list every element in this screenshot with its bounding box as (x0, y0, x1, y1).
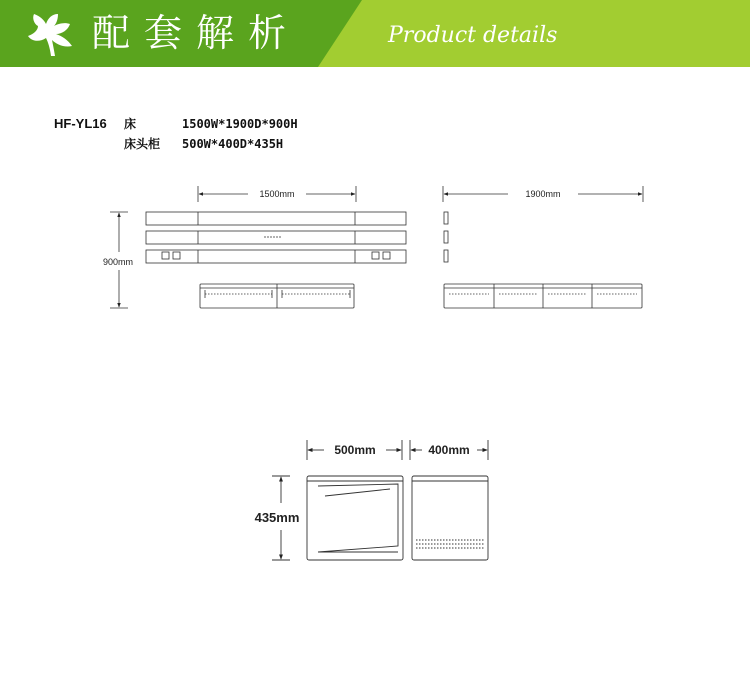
spec-size-bed: 1500W*1900D*900H (182, 117, 298, 131)
bed-width-label: 1500mm (259, 189, 295, 199)
section-title-en: Product details (388, 23, 558, 48)
header-banner (0, 0, 750, 67)
leaf-icon (26, 12, 76, 58)
spec-item-nightstand: 床头柜 (124, 137, 161, 151)
nightstand-side-view (410, 440, 488, 560)
bed-front-view (110, 186, 406, 308)
spec-item-bed: 床 (124, 117, 137, 131)
section-title-cn: 配套解析 (92, 11, 301, 55)
nightstand-depth-label: 400mm (428, 443, 470, 457)
bed-depth-label: 1900mm (525, 189, 561, 199)
nightstand-front-view (272, 440, 403, 560)
nightstand-height-label: 435mm (254, 510, 300, 525)
technical-drawing (0, 67, 750, 689)
model-number: HF-YL16 (54, 116, 107, 131)
bed-side-view (443, 186, 643, 308)
spec-size-nightstand: 500W*400D*435H (182, 137, 284, 151)
nightstand-width-label: 500mm (334, 443, 376, 457)
bed-height-label: 900mm (102, 257, 134, 267)
